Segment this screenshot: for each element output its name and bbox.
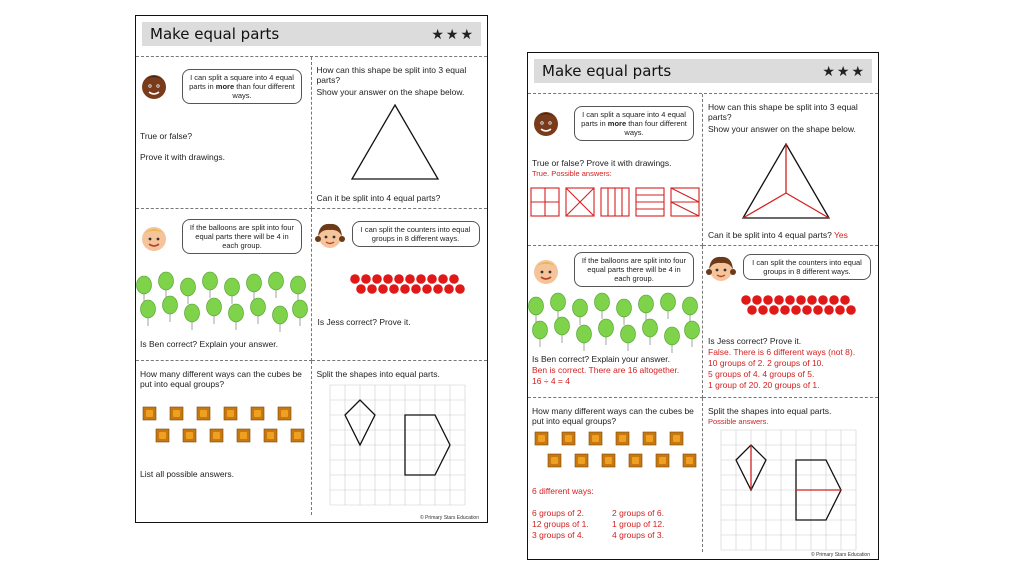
balloon-icon (203, 272, 218, 298)
balloon-icon (639, 295, 654, 321)
counter-icon (389, 284, 399, 294)
counter-icon (394, 274, 404, 284)
answer-4 (703, 246, 878, 398)
cube-icon (264, 429, 277, 442)
counter-icon (378, 284, 388, 294)
copyright-footer: © Primary Stars Education (420, 515, 479, 521)
balloon-icon (247, 274, 262, 300)
balloon-icon (661, 293, 676, 319)
counter-icon (383, 274, 393, 284)
counter-icon (796, 295, 806, 305)
counter-icon (416, 274, 426, 284)
cube-icon (629, 454, 642, 467)
counter-icon (824, 305, 834, 315)
question-text: Is Ben correct? Explain your answer. (532, 354, 670, 364)
question-text: Is Ben correct? Explain your answer. (140, 339, 278, 349)
counter-icon (840, 295, 850, 305)
speech-bubble: I can split the counters into equal groups in 8 different ways. (352, 221, 480, 247)
followup-question: Can it be split into 4 equal parts? Yes (708, 230, 848, 240)
question-4 (312, 209, 488, 361)
cube-icon (683, 454, 696, 467)
question-grid (136, 56, 487, 512)
answer-line: 16 ÷ 4 = 4 (532, 376, 570, 386)
speech-bubble: If the balloons are split into four equal parts there will be 4 in each group. (182, 219, 302, 254)
star-icon: ★ (851, 63, 864, 79)
counter-icon (763, 295, 773, 305)
question-text: How many different ways can the cubes be put into equal groups? (532, 406, 694, 426)
counter-icon (350, 274, 360, 284)
counter-icon (835, 305, 845, 315)
cube-icon (291, 429, 304, 442)
cube-icon (616, 432, 629, 445)
star-icon: ★ (460, 26, 473, 42)
answer-2 (703, 94, 878, 246)
counter-icon (769, 305, 779, 315)
question-instruction: Show your answer on the shape below. (316, 87, 465, 97)
cube-icon (656, 454, 669, 467)
question-5 (136, 361, 312, 515)
answer-line: 12 groups of 1. (532, 519, 589, 529)
counter-icon (422, 284, 432, 294)
split-square (636, 188, 664, 216)
counter-icon (780, 305, 790, 315)
boy-face-icon (139, 71, 169, 101)
balloon-icon (163, 296, 178, 322)
balloon-icon (207, 298, 222, 324)
cube-icon (224, 407, 237, 420)
star-icon: ★ (836, 63, 850, 79)
counter-icon (747, 305, 757, 315)
balloon-icon (529, 297, 544, 323)
counter-icon (846, 305, 856, 315)
sheet-header (534, 59, 872, 83)
speech-bubble: I can split a square into 4 equal parts in more than four different ways. (574, 106, 694, 141)
speech-bubble: I can split a square into 4 equal parts in more than four different ways. (182, 69, 302, 104)
cube-icon (143, 407, 156, 420)
counter-icon (802, 305, 812, 315)
counter-icon (438, 274, 448, 284)
shapes-grid (721, 430, 861, 550)
cube-icon (589, 432, 602, 445)
cube-icon (197, 407, 210, 420)
balloon-icon (251, 298, 266, 324)
answer-grid (528, 93, 878, 549)
answer-line: 6 groups of 2. (532, 508, 584, 518)
cube-icon (562, 432, 575, 445)
answer-line: 4 groups of 3. (612, 530, 664, 540)
cube-icon (278, 407, 291, 420)
split-square (531, 188, 559, 216)
answer-line: Ben is correct. There are 16 altogether. (532, 365, 680, 375)
answer-line: 2 groups of 6. (612, 508, 664, 518)
question-prompt: How can this shape be split into 3 equal parts? (708, 102, 858, 122)
balloon-icon (269, 272, 284, 298)
answer-line: 3 groups of 4. (532, 530, 584, 540)
question-text: Split the shapes into equal parts. (708, 406, 832, 416)
triangle-answer (741, 142, 831, 222)
balloon-icon (617, 299, 632, 325)
followup-question: Can it be split into 4 equal parts? (316, 193, 441, 203)
boy-face-icon (531, 108, 561, 138)
cube-icon (237, 429, 250, 442)
speech-bubble: If the balloons are split into four equal parts there will be 4 in each group. (574, 252, 694, 287)
question-2 (312, 57, 488, 209)
counter-icon (807, 295, 817, 305)
balloon-icon (573, 299, 588, 325)
triangle-shape (350, 103, 440, 181)
answer-heading: 6 different ways: (532, 486, 594, 496)
counter-icon (455, 284, 465, 294)
counter-icon (829, 295, 839, 305)
counter-icon (405, 274, 415, 284)
balloon-icon (291, 276, 306, 302)
balloon-icon (293, 300, 308, 326)
balloon-icon (273, 306, 288, 332)
balloon-icon (643, 319, 658, 345)
balloon-icon (599, 319, 614, 345)
balloon-icon (555, 317, 570, 343)
cube-icon (251, 407, 264, 420)
cube-icon (535, 432, 548, 445)
answer-note: Possible answers. (708, 417, 769, 426)
balloon-icon (621, 325, 636, 351)
balloon-icon (533, 321, 548, 347)
cube-icon (210, 429, 223, 442)
answer-line: 1 group of 20. 20 groups of 1. (708, 380, 820, 390)
counter-icon (791, 305, 801, 315)
question-prompt: How can this shape be split into 3 equal parts? (316, 65, 467, 85)
balloon-icon (141, 300, 156, 326)
split-square (566, 188, 594, 216)
counter-icon (427, 274, 437, 284)
counter-icon (785, 295, 795, 305)
question-instruction: Show your answer on the shape below. (708, 124, 856, 134)
question-text: Is Jess correct? Prove it. (708, 336, 802, 346)
question-text: Split the shapes into equal parts. (316, 369, 440, 379)
balloon-icon (159, 272, 174, 298)
balloon-icon (229, 304, 244, 330)
question-sheet (135, 15, 488, 523)
balloon-icon (577, 325, 592, 351)
cube-icon (643, 432, 656, 445)
answer-line: 10 groups of 2. 2 groups of 10. (708, 358, 824, 368)
true-false-text: True or false? (140, 131, 193, 141)
sheet-header (142, 22, 481, 46)
counters-group (312, 209, 488, 361)
counter-icon (433, 284, 443, 294)
counter-icon (361, 274, 371, 284)
cubes-group (136, 361, 312, 515)
counter-icon (741, 295, 751, 305)
answer-text: True. Possible answers: (532, 169, 612, 178)
counter-icon (372, 274, 382, 284)
balloon-icon (665, 327, 680, 353)
cube-icon (548, 454, 561, 467)
balloon-icon (137, 276, 152, 302)
answer-3 (528, 246, 703, 398)
balloon-icon (181, 278, 196, 304)
question-6 (312, 361, 488, 515)
star-icon: ★ (445, 26, 459, 42)
squares-answer (531, 186, 701, 222)
speech-bubble: I can split the counters into equal groups in 8 different ways. (743, 254, 871, 280)
counter-icon (818, 295, 828, 305)
balloon-icon (551, 293, 566, 319)
counter-icon (356, 284, 366, 294)
cube-icon (156, 429, 169, 442)
answer-line: 1 group of 12. (612, 519, 665, 529)
sheet-title: Make equal parts (542, 62, 672, 80)
cube-icon (602, 454, 615, 467)
split-square (671, 188, 699, 216)
star-icon: ★ (431, 26, 444, 42)
answer-line: False. There is 6 different ways (not 8). (708, 347, 856, 357)
sheet-title: Make equal parts (150, 25, 280, 43)
cube-icon (183, 429, 196, 442)
question-1 (136, 57, 312, 209)
counter-icon (752, 295, 762, 305)
shapes-grid (330, 385, 470, 513)
split-square (601, 188, 629, 216)
answer-line: 5 groups of 4. 4 groups of 5. (708, 369, 815, 379)
cube-icon (575, 454, 588, 467)
balloon-icon (225, 278, 240, 304)
copyright-footer: © Primary Stars Education (811, 552, 870, 558)
balloon-icon (685, 321, 700, 347)
balloon-icon (683, 297, 698, 323)
question-text: True or false? Prove it with drawings. (532, 158, 672, 168)
counter-icon (449, 274, 459, 284)
counter-icon (758, 305, 768, 315)
question-3 (136, 209, 312, 361)
answer-sheet (527, 52, 879, 560)
answer-5 (528, 398, 703, 552)
cube-icon (170, 407, 183, 420)
counter-icon (813, 305, 823, 315)
prove-text: Prove it with drawings. (140, 152, 226, 162)
difficulty-stars (431, 27, 473, 41)
question-text: Is Jess correct? Prove it. (317, 317, 411, 327)
balloon-icon (595, 293, 610, 319)
question-text: How many different ways can the cubes be put into equal groups? (140, 369, 302, 389)
counter-icon (444, 284, 454, 294)
balloon-icon (185, 304, 200, 330)
cube-icon (670, 432, 683, 445)
counter-icon (774, 295, 784, 305)
counter-icon (400, 284, 410, 294)
answer-6 (703, 398, 878, 552)
difficulty-stars (822, 64, 864, 78)
counter-icon (411, 284, 421, 294)
star-icon: ★ (822, 63, 835, 79)
answer-1 (528, 94, 703, 246)
instruction-text: List all possible answers. (140, 469, 235, 479)
counter-icon (367, 284, 377, 294)
